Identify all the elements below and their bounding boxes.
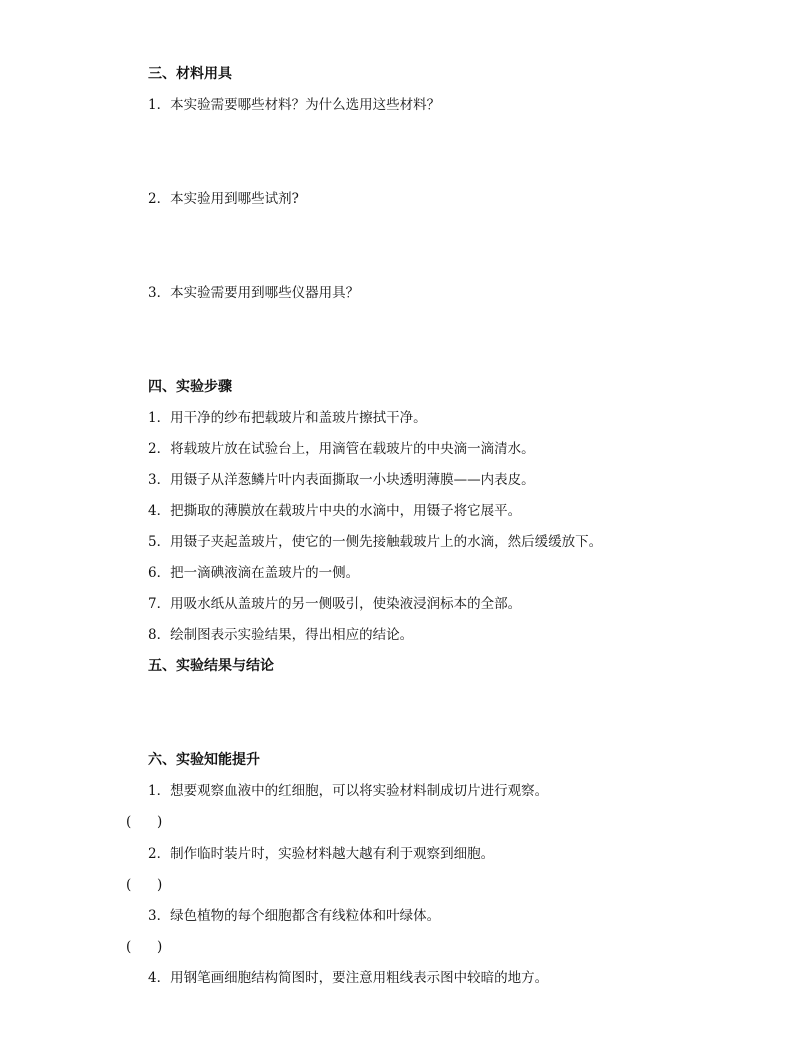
materials-question-2: 2．本实验用到哪些试剂? <box>148 191 299 207</box>
improve-item-1: 1．想要观察血液中的红细胞，可以将实验材料制成切片进行观察。 <box>148 783 549 799</box>
step-item-8: 8．绘制图表示实验结果，得出相应的结论。 <box>148 627 414 643</box>
section-heading-materials: 三、材料用具 <box>148 66 232 82</box>
step-item-6: 6．把一滴碘液滴在盖玻片的一侧。 <box>148 565 360 581</box>
section-heading-improve: 六、实验知能提升 <box>148 752 260 768</box>
section-heading-steps: 四、实验步骤 <box>148 379 232 395</box>
step-item-1: 1．用干净的纱布把载玻片和盖玻片擦拭干净。 <box>148 410 427 426</box>
improve-item-2: 2．制作临时装片时，实验材料越大越有利于观察到细胞。 <box>148 846 495 862</box>
section-heading-results: 五、实验结果与结论 <box>148 658 274 674</box>
step-item-7: 7．用吸水纸从盖玻片的另一侧吸引，使染液浸润标本的全部。 <box>148 596 522 612</box>
improve-answer-blank-3: ( ) <box>126 939 163 955</box>
materials-question-3: 3．本实验需要用到哪些仪器用具？ <box>148 285 360 301</box>
step-item-3: 3．用镊子从洋葱鳞片叶内表面撕取一小块透明薄膜——内表皮。 <box>148 472 535 488</box>
materials-question-1: 1．本实验需要哪些材料？为什么选用这些材料？ <box>148 97 441 113</box>
step-item-5: 5．用镊子夹起盖玻片，使它的一侧先接触载玻片上的水滴，然后缓缓放下。 <box>148 534 603 550</box>
improve-answer-blank-2: ( ) <box>126 877 163 893</box>
improve-item-4: 4．用钢笔画细胞结构简图时，要注意用粗线表示图中较暗的地方。 <box>148 970 549 986</box>
improve-answer-blank-1: ( ) <box>126 814 163 830</box>
step-item-2: 2．将载玻片放在试验台上，用滴管在载玻片的中央滴一滴清水。 <box>148 441 535 457</box>
improve-item-3: 3．绿色植物的每个细胞都含有线粒体和叶绿体。 <box>148 908 441 924</box>
step-item-4: 4．把撕取的薄膜放在载玻片中央的水滴中，用镊子将它展平。 <box>148 503 522 519</box>
